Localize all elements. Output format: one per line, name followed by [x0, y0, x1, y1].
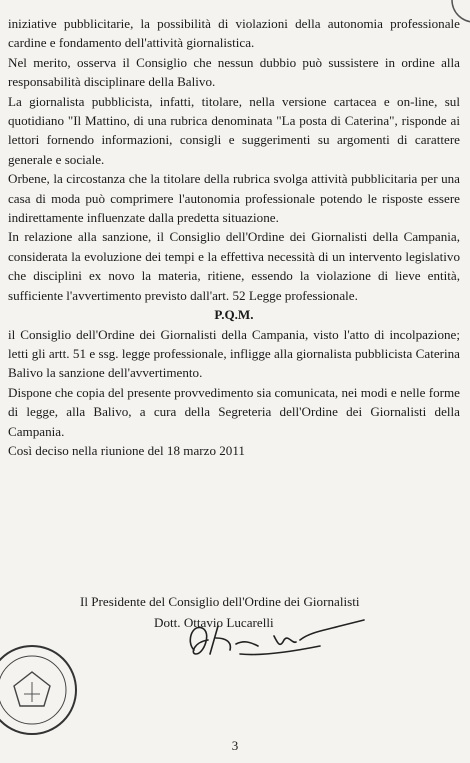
president-name: Dott. Ottavio Lucarelli	[154, 615, 274, 630]
paragraph-circumstance: Orbene, la circostanza che la titolare della rubrica svolga attività pubblicitaria per una casa di moda può comprimere l'autonomia professionale potendo le risposte essere indirettamente influenzate dalla predetta situazione.	[8, 171, 460, 226]
paragraph-advertising: iniziative pubblicitarie, la possibilità di violazioni della autonomia professionale cardine e fondamento dell'attività giornalistica.	[8, 16, 460, 51]
paragraph-decision: il Consiglio dell'Ordine dei Giornalisti della Campania, visto l'atto di incolpazione; letti gli artt. 51 e ssg. legge professionale, infligge alla giornalista pubblicista Caterina Balivo la sanzione dell'avvertimento.	[8, 326, 460, 381]
corner-stamp-fragment	[444, 0, 470, 30]
paragraph-merit: Nel merito, osserva il Consiglio che nessun dubbio può sussistere in ordine alla responsabilità disciplinare della Balivo.	[8, 54, 460, 90]
paragraph-journalist: La giornalista pubblicista, infatti, titolare, nella versione cartacea e on-line, sul quotidiano "Il Mattino, di una rubrica denominata "La posta di Caterina", risponde ai lettori fornendo informazioni, consigli e suggerimenti su argomenti di carattere generale e sociale.	[8, 93, 460, 167]
page-number: 3	[231, 738, 239, 753]
handwritten-signature	[180, 614, 370, 670]
president-title: Il Presidente del Consiglio dell'Ordine dei Giornalisti	[80, 594, 360, 609]
paragraph-cosi-deciso: Così deciso nella riunione del 18 marzo 2011	[8, 442, 245, 458]
paragraph-dispone: Dispone che copia del presente provvedimento sia comunicata, nei modi e nelle forme di legge, alla Balivo, a cura della Segreteria dell'Ordine dei Giornalisti della Campania.	[8, 384, 460, 439]
paragraph-sanction: In relazione alla sanzione, il Consiglio dell'Ordine dei Giornalisti della Campania, considerata la evoluzione dei tempi e la effettiva necessità di un intervento legislativo che disciplini ex novo la materia, ritiene, essendo la violazione di lieve entità, sufficiente l'avvertimento previsto dall'art. 52 Legge professionale.	[8, 229, 460, 303]
official-stamp-seal	[0, 642, 80, 738]
document-body	[8, 14, 460, 460]
pqm-heading: P.Q.M.	[214, 307, 254, 323]
